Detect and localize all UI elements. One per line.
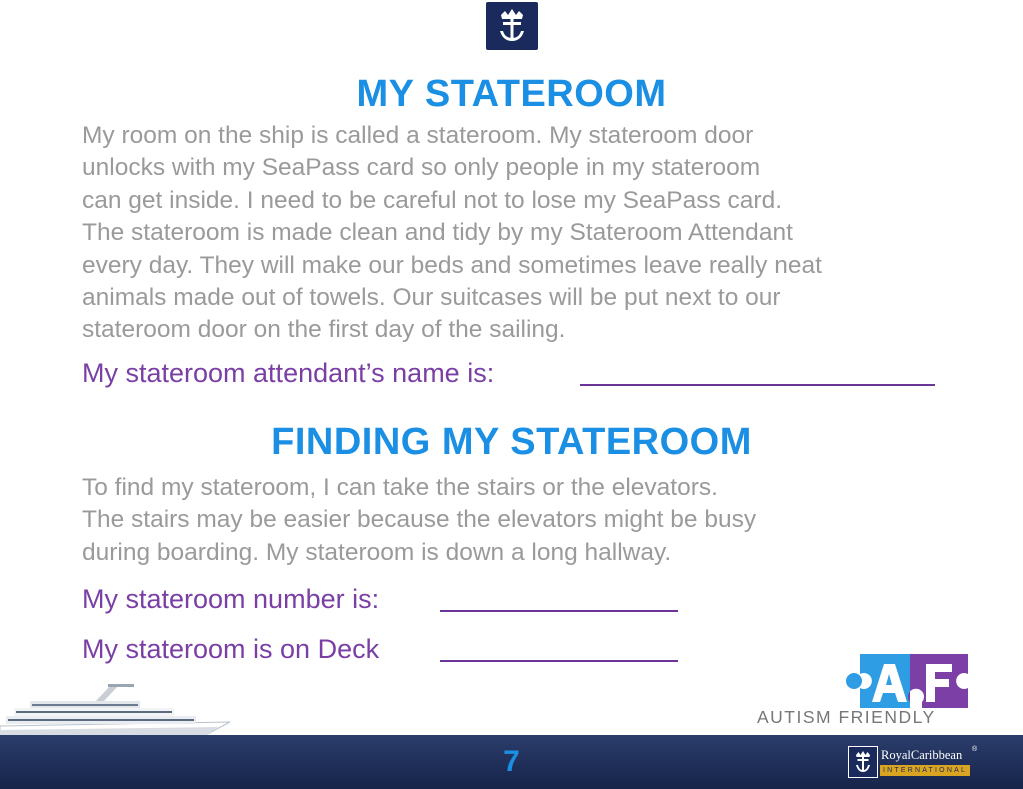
finding-description [82, 472, 756, 569]
registered-mark: ® [972, 746, 978, 753]
attendant-name-blank-line[interactable] [580, 384, 935, 386]
stateroom-number-blank-line[interactable] [440, 610, 678, 612]
deck-blank-line[interactable] [440, 660, 678, 662]
deck-prompt: My stateroom is on Deck [82, 634, 380, 664]
page-number: 7 [503, 745, 520, 778]
paragraph-line: The stateroom is made clean and tidy by my Stateroom Attendant [82, 219, 793, 247]
paragraph-line: My room on the ship is called a stateroom. My stateroom door [82, 122, 754, 149]
section-title-finding-my-stateroom: FINDING MY STATEROOM [271, 421, 752, 463]
attendant-name-prompt: My stateroom attendant’s name is: [82, 358, 495, 388]
royal-caribbean-brand [848, 746, 978, 778]
paragraph-line: during boarding. My stateroom is down a long hallway. [82, 538, 672, 566]
paragraph-line: stateroom door on the first day of the sailing. [82, 316, 566, 344]
section-title-my-stateroom: MY STATEROOM [356, 73, 667, 115]
crown-anchor-icon [848, 746, 878, 778]
brand-subtitle: INTERNATIONAL [880, 765, 970, 776]
paragraph-line: every day. They will make our beds and sometimes leave really neat [82, 251, 822, 279]
paragraph-line: To find my stateroom, I can take the stairs or the elevators. [82, 474, 718, 501]
autism-friendly-label: AUTISM FRIENDLY [757, 707, 936, 727]
paragraph-line: The stairs may be easier because the elevators might be busy [82, 506, 757, 534]
royal-caribbean-logo [486, 2, 538, 50]
brand-name: RoyalCaribbean [881, 748, 963, 762]
paragraph-line: unlocks with my SeaPass card so only people in my stateroom [82, 154, 761, 182]
stateroom-number-prompt: My stateroom number is: [82, 584, 380, 614]
paragraph-line: animals made out of towels. Our suitcases will be put next to our [82, 284, 781, 312]
crown-anchor-icon [486, 2, 538, 50]
paragraph-line: can get inside. I need to be careful not to lose my SeaPass card. [82, 186, 783, 214]
cruise-ship-icon [0, 680, 240, 740]
stateroom-description [82, 120, 822, 347]
